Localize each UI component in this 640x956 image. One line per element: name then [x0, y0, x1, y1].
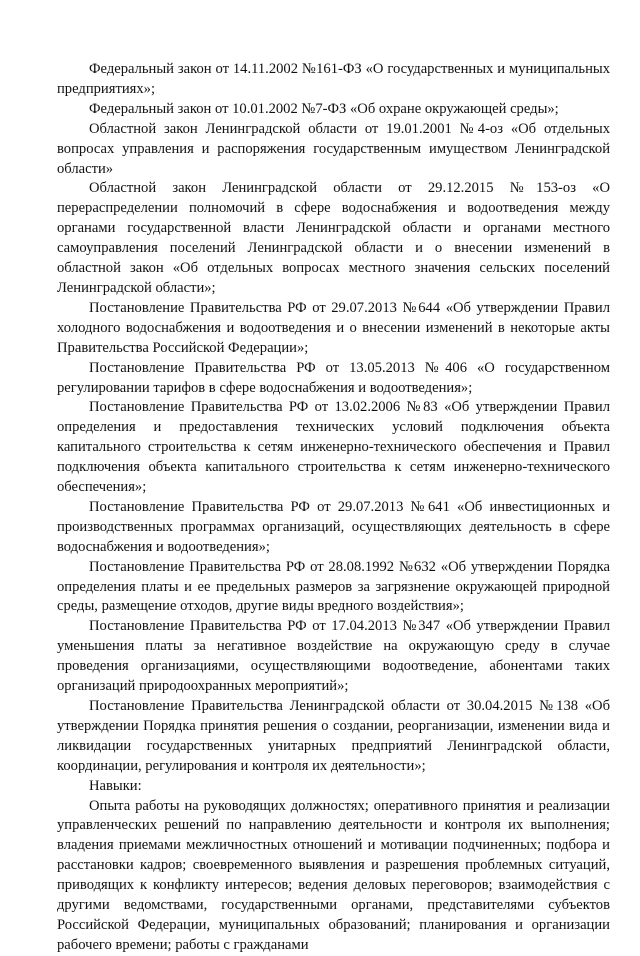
- paragraph-federal-law-7: Федеральный закон от 10.01.2002 №7-ФЗ «Об охране окружающей среды»;: [89, 100, 559, 117]
- paragraph-resolution-641: Постановление Правительства РФ от 29.07.2013 №641 «Об инвестиционных и производственных программах организаций, осуществляющих деятельность в сфере водоснабжения и водоотведения»;: [57, 498, 610, 555]
- paragraph-resolution-632: Постановление Правительства РФ от 28.08.1992 №632 «Об утверждении Порядка определения платы и ее предельных размеров за загрязнение окружающей природной среды, размещение отходов, другие виды вредного воздействия»;: [57, 558, 610, 615]
- paragraph-regional-law-4: Областной закон Ленинградской области от 19.01.2001 №4-оз «Об отдельных вопросах управления и распоряжения государственным имуществом Ленинградской области»: [57, 120, 610, 177]
- paragraph-skills-heading: Навыки:: [89, 777, 142, 794]
- paragraph-resolution-644: Постановление Правительства РФ от 29.07.2013 №644 «Об утверждении Правил холодного водоснабжения и водоотведения и о внесении изменений в некоторые акты Правительства Российской Федерации»;: [57, 299, 610, 356]
- paragraph-resolution-83: Постановление Правительства РФ от 13.02.2006 №83 «Об утверждении Правил определения и предоставления технических условий подключения объекта капитального строительства к сетям инженерно-технического обеспечения и Правил подключения объекта капитального строительства к сетям инженерно-технического обеспечения»;: [57, 399, 610, 496]
- document-page: [57, 60, 610, 956]
- paragraph-federal-law-161: Федеральный закон от 14.11.2002 №161-ФЗ «О государственных и муниципальных предприятиях»;: [57, 61, 610, 97]
- paragraph-regional-resolution-138: Постановление Правительства Ленинградской области от 30.04.2015 №138 «Об утверждении Порядка принятия решения о создании, реорганизации, изменении вида и ликвидации государственных унитарных предприятий Ленинградской области, координации, регулирования и контроля их деятельности»;: [57, 698, 610, 774]
- paragraph-skills-list: Опыта работы на руководящих должностях; оперативного принятия и реализации управленческих решений по направлению деятельности и контроля их выполнения; владения приемами межличностных отношений и мотивации подчиненных; подбора и расстановки кадров; своевременного выявления и разрешения проблемных ситуаций, приводящих к конфликту интересов; ведения деловых переговоров; взаимодействия с другими ведомствами, государственными органами, представителями субъектов Российской Федерации, муниципальных образований; планирования и организации рабочего времени; работы с гражданами: [57, 797, 610, 953]
- paragraph-regional-law-153: Областной закон Ленинградской области от 29.12.2015 №153-оз «О перераспределении полномочий в сфере водоснабжения и водоотведения между органами государственной власти Ленинградской области и органами местного самоуправления поселений Ленинградской области и о внесении изменений в областной закон «Об отдельных вопросах местного значения сельских поселений Ленинградской области»;: [57, 180, 610, 296]
- paragraph-resolution-406: Постановление Правительства РФ от 13.05.2013 №406 «О государственном регулировании тарифов в сфере водоснабжения и водоотведения»;: [57, 359, 610, 396]
- paragraph-resolution-347: Постановление Правительства РФ от 17.04.2013 №347 «Об утверждении Правил уменьшения платы за негативное воздействие на окружающую среду в случае проведения организациями, осуществляющими водоотведение, абонентами таких организаций природоохранных мероприятий»;: [57, 618, 610, 695]
